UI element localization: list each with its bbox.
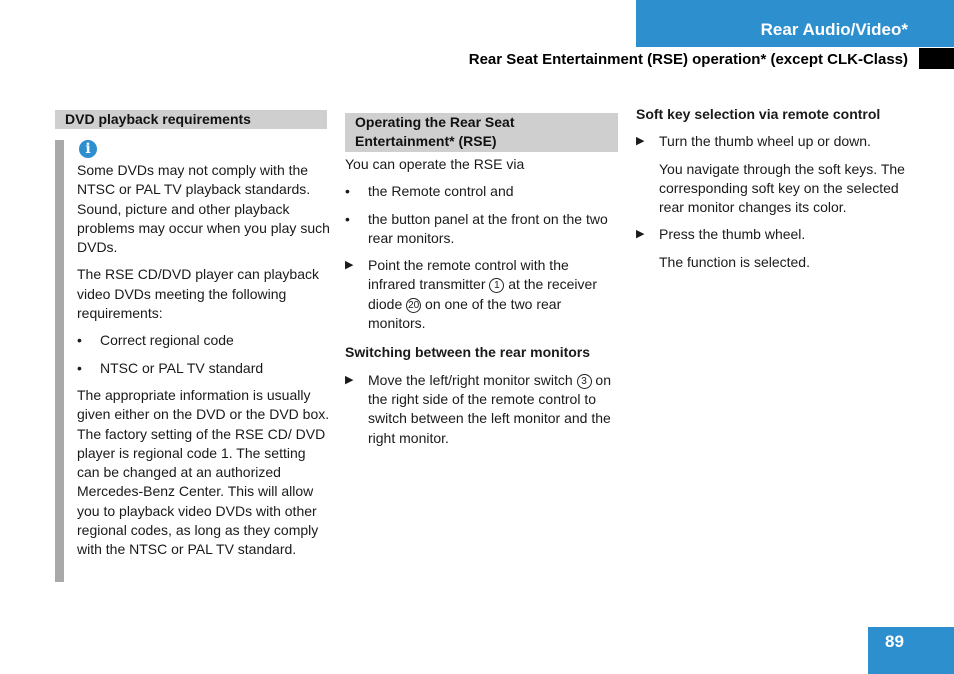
step-text: Turn the thumb wheel up or down. — [659, 133, 871, 150]
dvd-requirements-heading: DVD playback requirements — [55, 110, 327, 129]
step-text: on one of the two rear monitors. — [368, 295, 562, 332]
section-title: Rear Audio/Video* — [760, 20, 908, 39]
soft-key-selection-text — [636, 105, 911, 280]
step-arrow-icon: ▶ — [636, 135, 645, 148]
list-item-text: NTSC or PAL TV standard — [100, 359, 264, 376]
paragraph: Some DVDs may not comply with the NTSC or PAL TV playback standards. Sound, picture and other playback problems may occur when you play such DVDs. — [77, 162, 330, 256]
step-text: Move the left/right monitor switch — [368, 371, 573, 388]
note-sidebar — [55, 140, 64, 582]
page-number: 89 — [868, 627, 954, 674]
soft-key-heading: Soft key selection via remote control — [636, 106, 881, 122]
step-result: The function is selected. — [659, 253, 810, 270]
list-item — [345, 210, 620, 249]
list-item — [77, 359, 331, 378]
instruction-step — [636, 132, 911, 151]
paragraph: The RSE CD/DVD player can playback video DVDs meeting the following requirements: — [77, 266, 319, 322]
info-icon: i — [79, 140, 97, 158]
list-item-text: the Remote control and — [368, 183, 514, 200]
step-text: on the right side of the remote control to switch between the left monitor and the right monitor. — [368, 371, 611, 446]
callout-number: 20 — [408, 299, 420, 311]
step-result: You navigate through the soft keys. The corresponding soft key on the selected rear monitor changes its color. — [659, 160, 905, 216]
paragraph: You can operate the RSE via — [345, 156, 525, 172]
callout-number: 3 — [577, 374, 592, 389]
step-text: Press the thumb wheel. — [659, 226, 806, 243]
step-arrow-icon: ▶ — [345, 373, 354, 386]
list-item — [77, 331, 331, 350]
list-item — [345, 182, 620, 201]
paragraph: The appropriate information is usually given either on the DVD or the DVD box. The factory setting of the RSE CD/ DVD player is regional code 1. The setting can be changed at an authorized Mercedes-Benz Center. This will allow you to playback video DVDs with other regional codes, as long as they comply with the NTSC or PAL TV standard. — [77, 386, 330, 558]
step-arrow-icon: ▶ — [636, 228, 645, 241]
callout-number: 1 — [489, 278, 504, 293]
operating-rse-heading: Operating the Rear Seat Entertainment* (RSE) — [345, 113, 618, 152]
step-text: Point the remote control with the infrared transmitter — [368, 257, 569, 293]
instruction-step — [345, 371, 620, 448]
bullet-icon: • — [345, 183, 350, 200]
bullet-icon: • — [77, 359, 82, 376]
instruction-step — [636, 225, 911, 244]
page-subtitle: Rear Seat Entertainment (RSE) operation* (except CLK-Class) — [468, 51, 908, 68]
bullet-icon: • — [345, 210, 350, 227]
section-header-tab — [636, 0, 954, 47]
instruction-step — [345, 256, 620, 333]
header-marker — [919, 48, 954, 69]
step-arrow-icon: ▶ — [345, 259, 354, 272]
step-text: at the receiver diode — [368, 276, 597, 312]
bullet-icon: • — [77, 332, 82, 349]
operating-rse-text — [345, 155, 620, 456]
list-item-text: Correct regional code — [100, 332, 234, 349]
switching-monitors-heading: Switching between the rear monitors — [345, 344, 591, 361]
list-item-text: the button panel at the front on the two rear monitors. — [368, 210, 608, 246]
dvd-requirements-text — [77, 161, 331, 568]
